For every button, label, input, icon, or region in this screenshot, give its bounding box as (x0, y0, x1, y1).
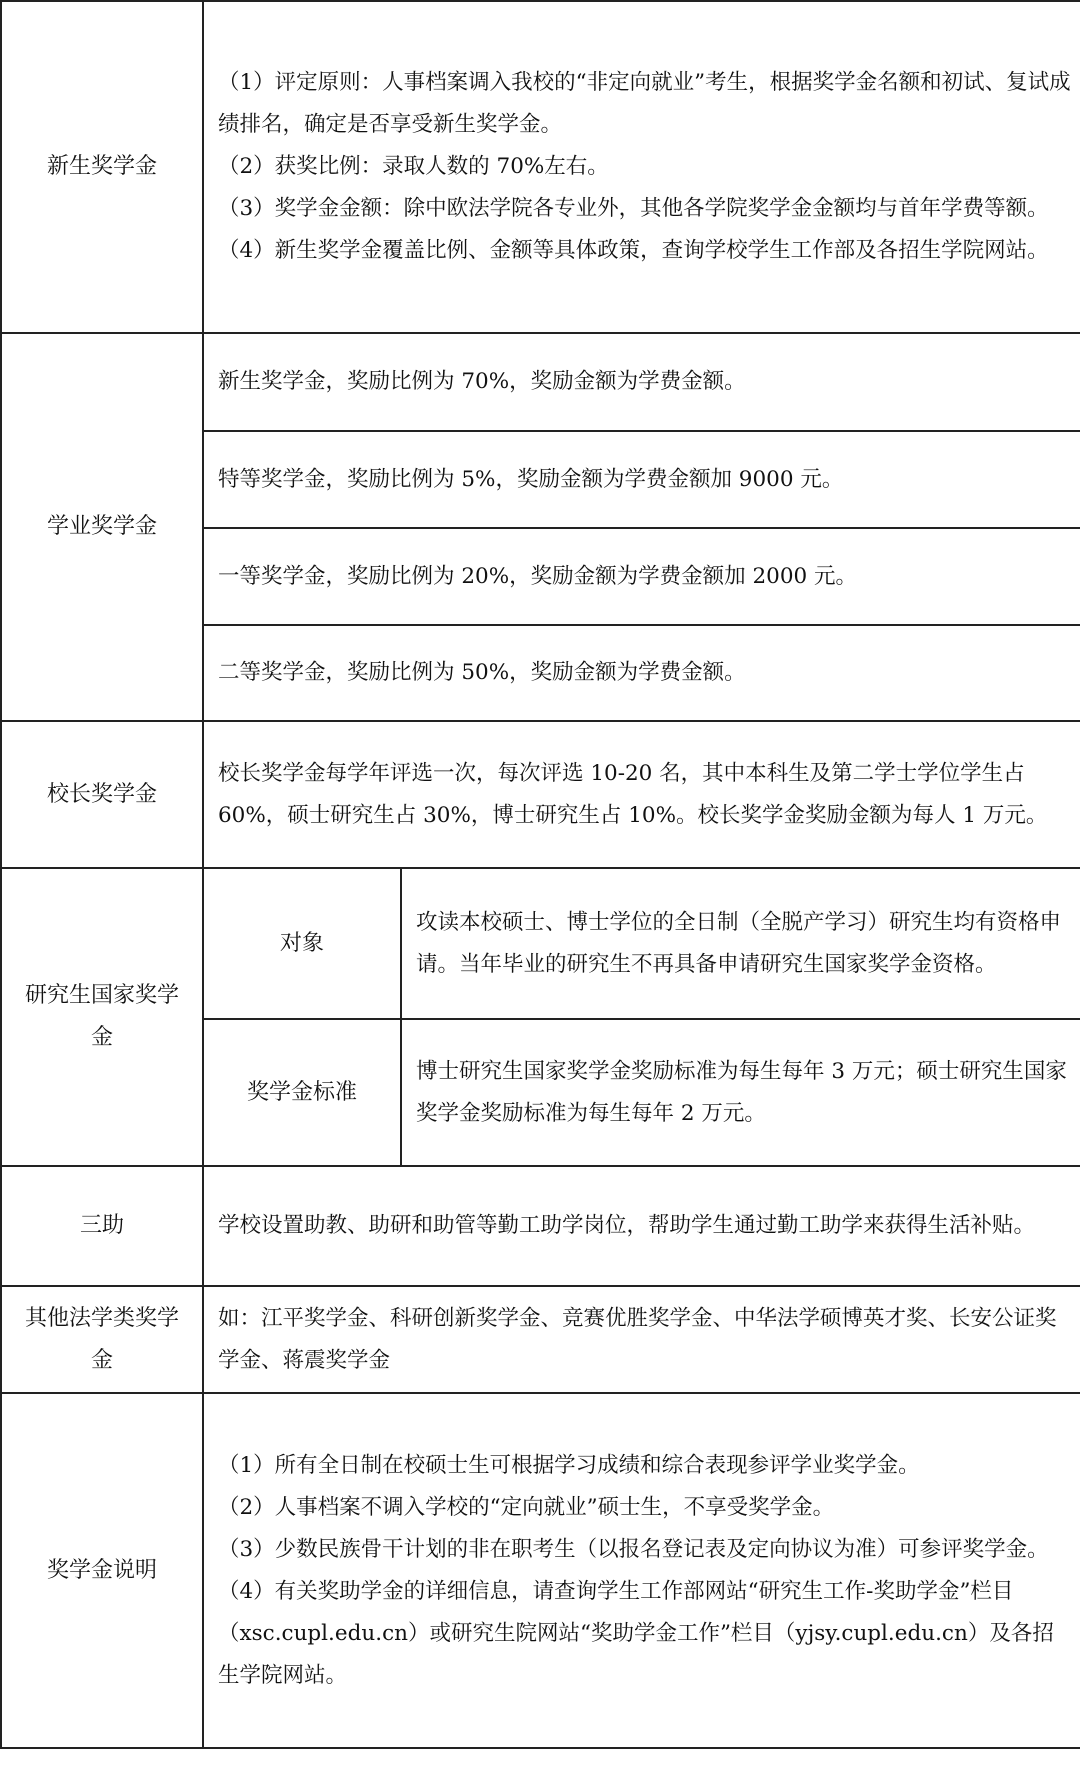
academic-row-4: 二等奖学金，奖励比例为 50%，奖励金额为学费金额。 (203, 625, 1080, 721)
content-three-aids: 学校设置助教、助研和助管等勤工助学岗位，帮助学生通过勤工助学来获得生活补贴。 (203, 1166, 1080, 1286)
content-president: 校长奖学金每学年评选一次，每次评选 10-20 名，其中本科生及第二学士学位学生占 60%，硕士研究生占 30%，博士研究生占 10%。校长奖学金奖励金额为每人 1 万元。 (203, 721, 1080, 868)
row-three-aids (1, 1166, 1080, 1286)
new-student-item-3: （3）奖学金金额：除中欧法学院各专业外，其他各学院奖学金金额均与首年学费等额。 (218, 196, 1049, 221)
notes-item-2: （2）人事档案不调入学校的“定向就业”硕士生，不享受奖学金。 (218, 1494, 835, 1520)
academic-row-2: 特等奖学金，奖励比例为 5%，奖励金额为学费金额加 9000 元。 (203, 431, 1080, 528)
new-student-item-4: （4）新生奖学金覆盖比例、金额等具体政策，查询学校学生工作部及各招生学院网站。 (218, 238, 1049, 263)
academic-row-1: 新生奖学金，奖励比例为 70%，奖励金额为学费金额。 (203, 333, 1080, 431)
new-student-item-1: （1）评定原则：人事档案调入我校的“非定向就业”考生，根据奖学金名额和初试、复试成绩排名，确定是否享受新生奖学金。 (218, 70, 1071, 137)
academic-row-3: 一等奖学金，奖励比例为 20%，奖励金额为学费金额加 2000 元。 (203, 528, 1080, 625)
notes-item-3: （3）少数民族骨干计划的非在职考生（以报名登记表及定向协议为准）可参评奖学金。 (218, 1536, 1049, 1562)
row-other-law (1, 1286, 1080, 1393)
label-notes: 奖学金说明 (1, 1393, 203, 1748)
new-student-item-2: （2）获奖比例：录取人数的 70%左右。 (218, 154, 609, 179)
content-other-law: 如：江平奖学金、科研创新奖学金、竞赛优胜奖学金、中华法学硕博英才奖、长安公证奖学金、蒋震奖学金 (203, 1286, 1080, 1393)
label-national: 研究生国家奖学金 (1, 868, 203, 1166)
sublabel-target: 对象 (203, 868, 401, 1019)
content-notes (203, 1393, 1080, 1748)
notes-item-1: （1）所有全日制在校硕士生可根据学习成绩和综合表现参评学业奖学金。 (218, 1452, 920, 1478)
row-notes (1, 1393, 1080, 1748)
row-academic-1 (1, 333, 1080, 431)
label-three-aids: 三助 (1, 1166, 203, 1286)
content-national-target: 攻读本校硕士、博士学位的全日制（全脱产学习）研究生均有资格申请。当年毕业的研究生不再具备申请研究生国家奖学金资格。 (401, 868, 1080, 1019)
row-national-1 (1, 868, 1080, 1019)
content-national-standard: 博士研究生国家奖学金奖励标准为每生每年 3 万元；硕士研究生国家奖学金奖励标准为每生每年 2 万元。 (401, 1019, 1080, 1166)
label-president: 校长奖学金 (1, 721, 203, 868)
label-academic: 学业奖学金 (1, 333, 203, 721)
notes-item-4: （4）有关奖助学金的详细信息，请查询学生工作部网站“研究生工作-奖助学金”栏目（xsc.cupl.edu.cn）或研究生院网站“奖助学金工作”栏目（yjsy.cupl.edu.cn）及各招生学院网站。 (218, 1578, 1054, 1688)
label-other-law: 其他法学类奖学金 (1, 1286, 203, 1393)
sublabel-standard: 奖学金标准 (203, 1019, 401, 1166)
content-new-student (203, 1, 1080, 333)
row-new-student (1, 1, 1080, 333)
row-president (1, 721, 1080, 868)
label-new-student: 新生奖学金 (1, 1, 203, 333)
